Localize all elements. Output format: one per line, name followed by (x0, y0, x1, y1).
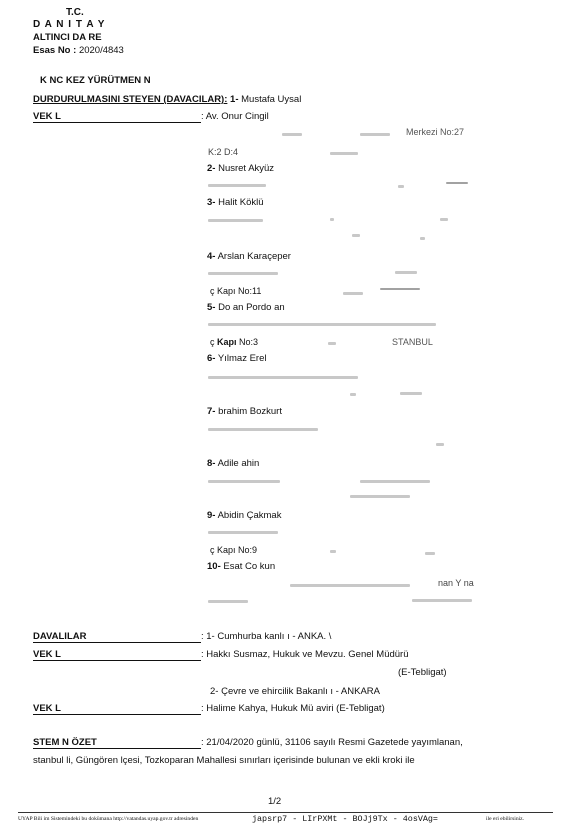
vekil-label: VEK L (33, 111, 61, 122)
plaintiff-8-name: Adile ahin (217, 458, 260, 469)
footer-divider (18, 812, 553, 813)
redacted-mark (290, 584, 410, 587)
redacted-mark (282, 133, 302, 136)
redacted-mark (208, 219, 263, 222)
redacted-mark (208, 480, 280, 483)
redacted-mark (400, 392, 422, 395)
page-number: 1/2 (268, 796, 282, 807)
redacted-mark (425, 552, 435, 555)
footer-left-text: UYAP Bili im Sistemindeki bu dokümana http://vatandas.uyap.gov.tr adresinden (18, 816, 199, 822)
redacted-mark (208, 531, 278, 534)
plaintiff-3-name: Halit Köklü (218, 197, 264, 208)
footer-verification-code: japsrp7 - LIrPXMt - BOJj9Tx - 4osVAg= (252, 814, 438, 824)
redacted-mark (446, 182, 468, 184)
plaintiff-10-num: 10- (207, 561, 221, 572)
redacted-mark (330, 550, 336, 553)
redacted-mark (440, 218, 448, 221)
plaintiff-5-name: Do an Pordo an (218, 302, 285, 313)
defendant-1-vekil-label: VEK L (33, 649, 61, 660)
defendant-1-vekil-label-row (33, 650, 201, 661)
redacted-mark (208, 600, 248, 603)
plaintiff-7-num: 7- (207, 406, 216, 417)
redacted-mark (360, 133, 390, 136)
plaintiff-5 (207, 303, 285, 313)
plaintiff-10-name: Esat Co kun (223, 561, 276, 572)
summary-line-2: stanbul li, Güngören lçesi, Tozkoparan Mahallesi sınırları içerisinde bulunan ve ekli kroki ile (33, 755, 415, 766)
address-fragment: Merkezi No:27 (406, 127, 465, 137)
esas-value: 2020/4843 (78, 45, 124, 56)
redacted-mark (395, 271, 417, 274)
plaintiff-6 (207, 354, 267, 364)
redacted-mark (208, 272, 278, 275)
plaintiff-9 (207, 511, 281, 521)
request-title-line-1: K NC KEZ YÜRÜTMEN N (40, 75, 151, 86)
plaintiff-1-num: 1- (230, 94, 239, 105)
redacted-mark (330, 152, 358, 155)
plaintiff-1-name: Mustafa Uysal (241, 94, 302, 105)
redacted-mark (343, 292, 363, 295)
kapi-prefix: ç (210, 337, 218, 347)
esas-number (33, 46, 124, 56)
plaintiff-4-name: Arslan Karaçeper (217, 251, 291, 262)
defendant-1: : 1- Cumhurba kanlı ı - ANKA. \ (201, 631, 332, 642)
kapi-no-3 (210, 338, 258, 347)
plaintiff-5-num: 5- (207, 302, 216, 313)
esas-label: Esas No : (33, 45, 77, 56)
plaintiff-7 (207, 407, 282, 417)
plaintiff-8 (207, 459, 259, 469)
summary-line-1: : 21/04/2020 günlü, 31106 sayılı Resmi Gazetede yayımlanan, (201, 737, 463, 748)
defendant-2-vekil: : Halime Kahya, Hukuk Mü aviri (E-Tebligat) (201, 703, 385, 714)
redacted-mark (380, 288, 420, 290)
defendant-1-vekil: : Hakkı Susmaz, Hukuk ve Mevzu. Genel Müdürü (201, 649, 409, 660)
redacted-mark (350, 495, 410, 498)
plaintiff-6-num: 6- (207, 353, 216, 364)
redacted-mark (208, 323, 436, 326)
redacted-mark (352, 234, 360, 237)
istanbul-fragment: STANBUL (392, 337, 433, 347)
defendant-2: 2- Çevre ve ehircilik Bakanlı ı - ANKARA (210, 686, 381, 697)
kapi-bold: Kapı (217, 337, 237, 347)
plaintiff-3 (207, 198, 264, 208)
plaintiff-10 (207, 562, 275, 572)
plaintiff-2-name: Nusret Akyüz (218, 163, 275, 174)
plaintiff-9-name: Abidin Çakmak (217, 510, 282, 521)
kapi-suffix: No:3 (236, 337, 259, 347)
plaintiff-9-num: 9- (207, 510, 216, 521)
plaintiff-3-num: 3- (207, 197, 216, 208)
plaintiff-4-num: 4- (207, 251, 216, 262)
tc-heading: T.C. (66, 7, 84, 18)
plaintiff-2-num: 2- (207, 163, 216, 174)
plaintiff-2 (207, 164, 274, 174)
redacted-mark (208, 184, 266, 187)
chamber-name: ALTINCI DA RE (33, 32, 102, 43)
summary-label: STEM N ÖZET (33, 737, 97, 748)
vekil-value: : Av. Onur Cingil (201, 111, 269, 122)
redacted-mark (350, 393, 356, 396)
defendant-1-etebligat: (E-Tebligat) (398, 667, 447, 678)
address-fragment: nan Y na (438, 578, 474, 588)
defendant-2-vekil-label: VEK L (33, 703, 61, 714)
defendants-label: DAVALILAR (33, 631, 87, 642)
plaintiff-6-name: Yılmaz Erel (217, 353, 267, 364)
court-name: D A N I T A Y (33, 19, 106, 30)
vekil-label-row (33, 112, 201, 123)
redacted-mark (208, 376, 358, 379)
redacted-mark (436, 443, 444, 446)
defendants-label-row (33, 632, 201, 643)
defendant-2-vekil-label-row (33, 704, 201, 715)
kapi-no-11: ç Kapı No:11 (210, 286, 262, 296)
redacted-mark (208, 428, 318, 431)
address-fragment: K:2 D:4 (208, 147, 239, 157)
summary-label-row (33, 738, 201, 749)
plaintiff-8-num: 8- (207, 458, 216, 469)
redacted-mark (420, 237, 425, 240)
redacted-mark (412, 599, 472, 602)
plaintiff-7-name: brahim Bozkurt (218, 406, 282, 417)
footer-right-text: ile eri ebilirsiniz. (486, 816, 525, 822)
kapi-no-9: ç Kapı No:9 (210, 545, 258, 555)
redacted-mark (330, 218, 334, 221)
redacted-mark (360, 480, 430, 483)
redacted-mark (328, 342, 336, 345)
plaintiffs-heading-row (33, 95, 301, 105)
plaintiffs-heading: DURDURULMASINI STEYEN (DAVACILAR): (33, 94, 228, 105)
plaintiff-4 (207, 252, 291, 262)
redacted-mark (398, 185, 404, 188)
